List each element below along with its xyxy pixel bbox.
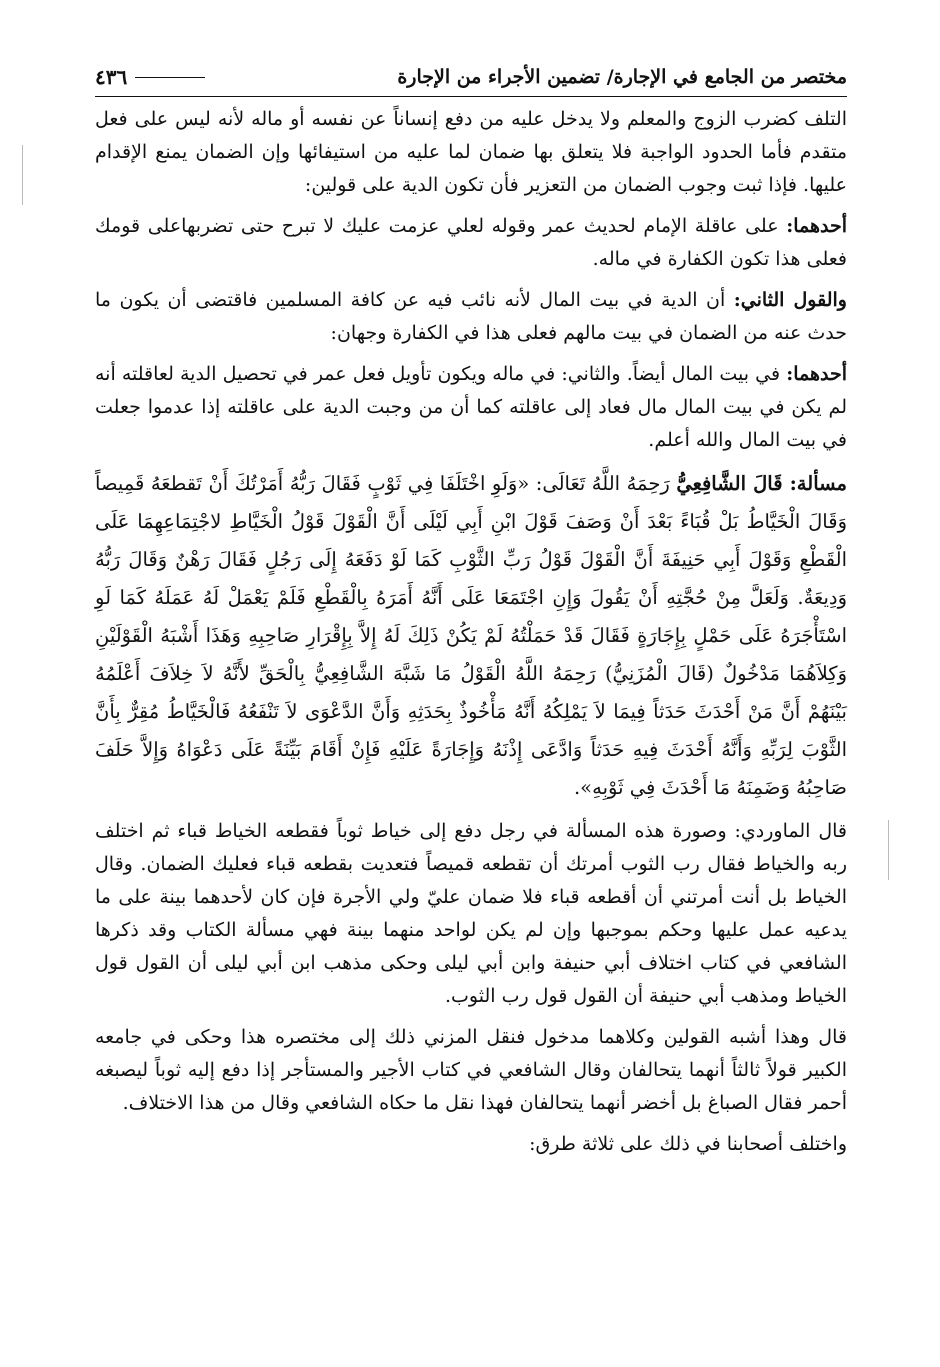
- paragraph-first-opinion: [95, 210, 847, 276]
- paragraph-lead: والقول الثاني:: [733, 289, 847, 311]
- paragraph-text: أن الدية في بيت المال لأنه نائب فيه عن كافة المسلمين فاقتضى أن يكون ما حدث عنه من الضمان في بيت مالهم فعلى هذا في الكفارة وجهان:: [95, 289, 847, 344]
- margin-line-left: [22, 145, 23, 205]
- paragraph-text: رَحِمَهُ اللَّهُ تَعَالَى: «وَلَوِ اخْتَلَفَا فِي ثَوْبٍ فَقَالَ رَبُّهُ أَمَرْتُكَ أَنْ تَقطعَهُ قَمِيصاً وَقَالَ الْخَيَّاطُ بَلْ قُبَاءً بَعْدَ أَنْ وَصَفَ قَوْلَ ابْنِ أَبِي لَيْلَى أَنَّ الْقَوْلَ قَوْلُ الْخَيَّاطِ لاجْتِمَاعِهِمَا عَلَى الْقَطْعِ وَقَوْلَ أَبِي حَنِيفَةَ أَنَّ الْقَوْلَ قَوْلُ رَبِّ الثَّوْبِ كَمَا لَوْ دَفَعَهُ إِلَى رَجُلٍ فَقَالَ رَهْنٌ وَقَالَ رَبُّهُ وَدِيعَةٌ. وَلَعَلَّ مِنْ حُجَّتِهِ أَنْ يَقُولَ وَإِنِ اجْتَمَعَا عَلَى أَنَّهُ أَمَرَهُ بِالْقَطْعِ فَلَمْ يَعْمَلْ لَهُ عَمَلَهُ كَمَا لَوِ اسْتَأْجَرَهُ عَلَى حَمْلٍ بِإِجَارَةٍ فَقَالَ قَدْ حَمَلْتُهُ لَمْ يَكُنْ ذَلِكَ لَهُ إِلاَّ بِإِقْرَارِ صَاحِبِهِ وَهَذَا أَشْبَهُ الْقَوْلَيْنِ وَكِلاَهُمَا مَدْخُولٌ (قَالَ الْمُزَنِيُّ) رَحِمَهُ اللَّهُ الْقَوْلُ مَا شَبَّهَ الشَّافِعِيُّ بِالْحَقِّ لأَنَّهُ لاَ خِلاَفَ أَعْلَمُهُ بَيْنَهُمْ أَنَّ مَنْ أَحْدَثَ حَدَثاً فِيمَا لاَ يَمْلِكُهُ أَنَّهُ مَأْخُوذٌ بِحَدَثِهِ وَأَنَّ الدَّعْوَى لاَ تَنْفَعُهُ فَالْخَيَّاطُ مُقِرٌّ بِأَنَّ الثَّوْبَ لِرَبِّهِ وَأَنَّهُ أَحْدَثَ فِيهِ حَدَثاً وَادَّعَى إِذْنَهُ وَإِجَارَةً عَلَيْهِ فَإِنْ أَقَامَ بَيِّنَةً عَلَى دَعْوَاهُ وَإِلاَّ حَلَفَ صَاحِبُهُ وَضَمِنَهُ مَا أَحْدَثَ فِي ثَوْبِهِ».: [95, 472, 847, 799]
- paragraph-continuation: [95, 103, 847, 202]
- margin-line-right: [888, 820, 889, 880]
- paragraph-text: واختلف أصحابنا في ذلك على ثلاثة طرق:: [529, 1133, 847, 1155]
- paragraph-transmission: [95, 1021, 847, 1120]
- paragraph-lead: أحدهما:: [786, 215, 847, 237]
- paragraph-text: على عاقلة الإمام لحديث عمر وقوله لعلي عزمت عليك لا تبرح حتى تضربهاعلى قومك فعلى هذا تكون الكفارة في ماله.: [95, 215, 847, 270]
- header-rule: [135, 77, 205, 78]
- paragraph-second-opinion: [95, 284, 847, 350]
- paragraph-text: قال وهذا أشبه القولين وكلاهما مدخول فنقل المزني ذلك إلى مختصره هذا وحكى في جامعه الكبير قولاً ثالثاً أنهما يتحالفان وقال الشافعي في كتاب الأجير والمستأجر إذا دفع إليه ثوباً ليصبغه أحمر فقال الصباغ بل أخضر أنهما يتحالفان فهذا نقل ما حكاه الشافعي وقال من هذا الاختلاف.: [95, 1026, 847, 1114]
- paragraph-text: قال الماوردي: وصورة هذه المسألة في رجل دفع إلى خياط ثوباً فقطعه الخياط قباء ثم اختلف ربه والخياط فقال رب الثوب أمرتك أن تقطعه قميصاً فتعديت بقطعه قباء فعليك الضمان. وقال الخياط بل أنت أمرتني أن أقطعه قباء فلا ضمان عليّ ولي الأجرة فإن كان لأحدهما بينة على ما يدعيه عمل عليها وحكم بموجبها وإن لم يكن لواحد منهما بينة فهي مسألة الكتاب وقد ذكرها الشافعي في كتاب اختلاف أبي حنيفة وابن أبي ليلى وحكى مذهب ابن أبي ليلى أن القول قول الخياط ومذهب أبي حنيفة أن القول قول رب الثوب.: [95, 820, 847, 1007]
- paragraph-three-ways: [95, 1128, 847, 1161]
- paragraph-text: في بيت المال أيضاً. والثاني: في ماله ويكون تأويل فعل عمر في تحصيل الدية لعاقلته أنه لم يكن في بيت المال مال فعاد إلى عاقلته كما أن من وجبت الدية على عاقلته إذا عدموا جعلت في بيت المال والله أعلم.: [95, 363, 847, 451]
- paragraph-masala-quote: [95, 465, 847, 807]
- paragraph-text: التلف كضرب الزوج والمعلم ولا يدخل عليه من دفع إنساناً عن نفسه أو ماله لأنه ليس على فعل متقدم فأما الحدود الواجبة فلا يتعلق بها ضمان لما عليه من استيفائها وإن الضمان يمنع الإقدام عليها. فإذا ثبت وجوب الضمان من التعزير فأن تكون الدية على قولين:: [95, 108, 847, 196]
- paragraph-lead: أحدهما:: [786, 363, 847, 385]
- paragraph-two-aspects: [95, 358, 847, 457]
- page-number: ٤٣٦: [95, 65, 128, 89]
- running-head: [95, 58, 847, 97]
- book-page: [95, 58, 847, 1169]
- paragraph-lead: مسألة: قَالَ الشَّافِعِيُّ: [676, 472, 847, 495]
- running-title: مختصر من الجامع في الإجارة/ تضمين الأجراء من الإجارة: [397, 66, 847, 88]
- paragraph-mawardi: [95, 815, 847, 1013]
